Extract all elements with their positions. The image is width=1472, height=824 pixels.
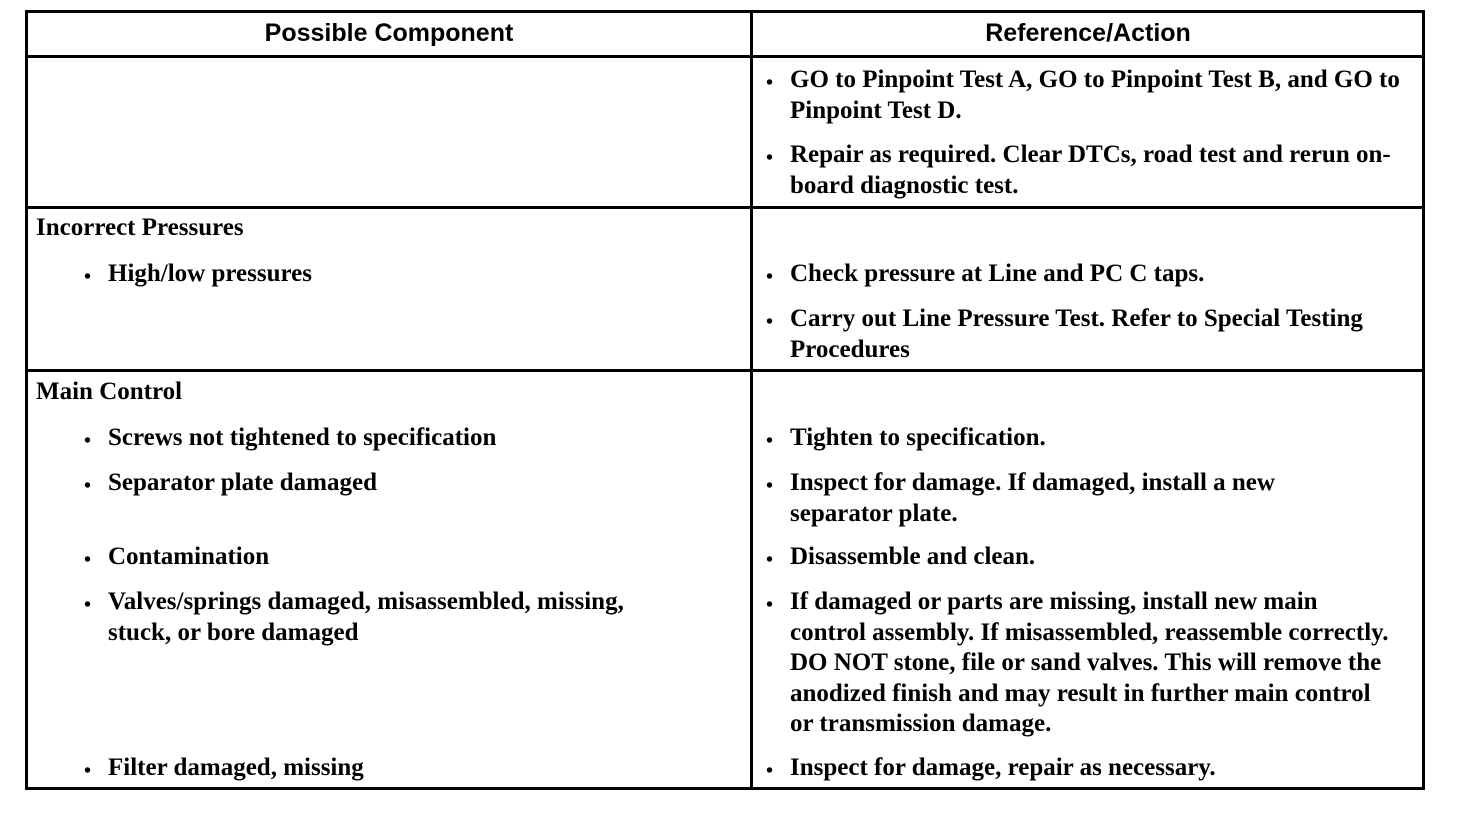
action-item: Carry out Line Pressure Test. Refer to Special Testing Procedures — [790, 305, 1363, 363]
action-item: If damaged or parts are missing, install new main control assembly. If misassembled, reassemble correctly. DO NOT stone, file or sand valves. This will remove the anodized finish and may result in further main control or transmission damage. — [790, 588, 1389, 737]
bullet: • — [84, 549, 92, 571]
bullet: • — [84, 760, 92, 782]
column-divider — [750, 13, 753, 787]
bullet: • — [84, 430, 92, 452]
bullet: • — [766, 549, 774, 571]
component-item: Screws not tightened to specification — [108, 424, 497, 451]
component-item: High/low pressures — [108, 260, 312, 287]
action-item: Tighten to specification. — [790, 424, 1046, 451]
action-item: GO to Pinpoint Test A, GO to Pinpoint Test B, and GO to Pinpoint Test D. — [790, 66, 1400, 124]
component-item: Valves/springs damaged, misassembled, missing, stuck, or bore damaged — [108, 588, 624, 646]
header-divider — [28, 55, 1422, 58]
row-divider — [28, 369, 1422, 372]
diagnosis-table — [25, 10, 1425, 790]
header-reference-action: Reference/Action — [985, 19, 1191, 47]
action-item: Inspect for damage. If damaged, install a new separator plate. — [790, 469, 1275, 527]
bullet: • — [766, 430, 774, 452]
bullet: • — [84, 475, 92, 497]
bullet: • — [766, 760, 774, 782]
bullet: • — [766, 594, 774, 616]
action-item: Inspect for damage, repair as necessary. — [790, 754, 1216, 781]
component-item: Contamination — [108, 543, 270, 570]
bullet: • — [84, 266, 92, 288]
action-item: Disassemble and clean. — [790, 543, 1036, 570]
row-divider — [28, 206, 1422, 209]
action-item: Check pressure at Line and PC C taps. — [790, 260, 1205, 287]
section-title: Main Control — [36, 378, 183, 405]
section-title: Incorrect Pressures — [36, 214, 244, 241]
bullet: • — [766, 475, 774, 497]
bullet: • — [766, 147, 774, 169]
bullet: • — [84, 594, 92, 616]
bullet: • — [766, 266, 774, 288]
action-item: Repair as required. Clear DTCs, road test and rerun on-board diagnostic test. — [790, 141, 1391, 199]
component-item: Separator plate damaged — [108, 469, 377, 496]
bullet: • — [766, 72, 774, 94]
bullet: • — [766, 311, 774, 333]
component-item: Filter damaged, missing — [108, 754, 364, 781]
header-possible-component: Possible Component — [264, 19, 514, 47]
